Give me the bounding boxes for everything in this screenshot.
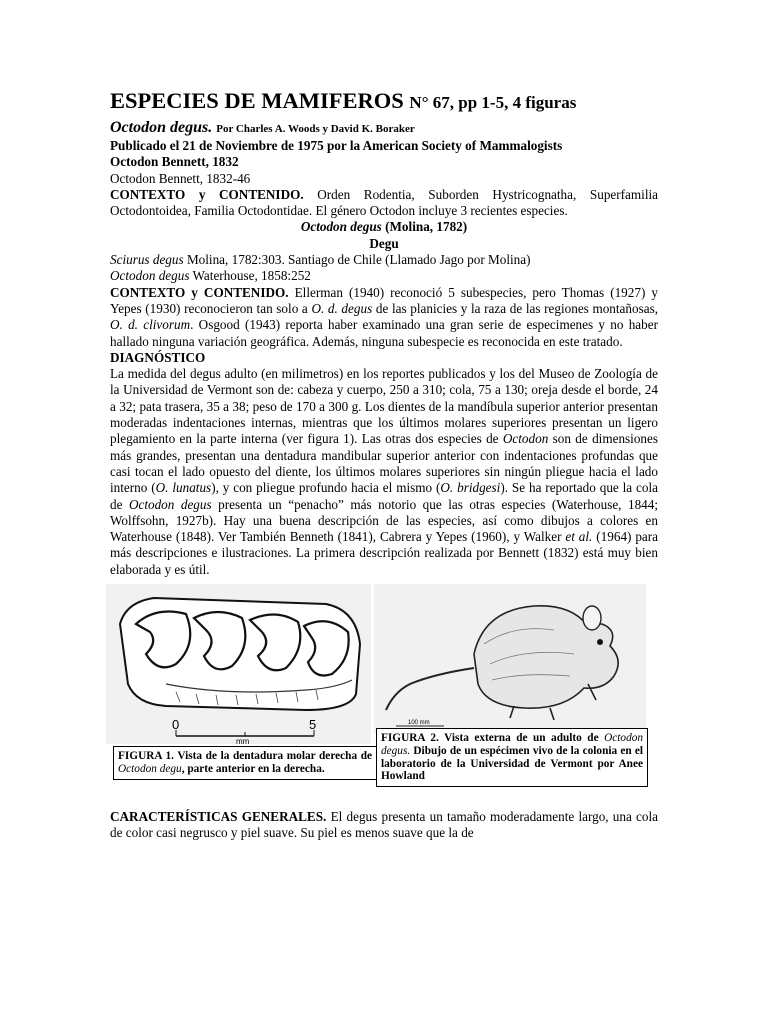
- caption-text: FIGURA 2. Vista externa de un adulto de: [381, 732, 599, 745]
- paragraph-text: presenta un “penacho” más notorio que las otras especies (Waterhouse, 1844; Wolffsohn, 1927b). Hay una buena descripción de las especies, así como dibujos a colores en Waterhouse (1848). Ver También Benneth (1841), Cabrera y Yepes (1960), y Walker: [110, 496, 659, 545]
- caracteristicas-paragraph: [110, 809, 658, 842]
- paragraph-text: El degus presenta un tamaño moderadamente largo, una cola de color casi negrusco y piel suave. Su piel es menos suave que la de: [110, 809, 659, 841]
- scale-unit: mm: [236, 737, 250, 745]
- synonym-2: [110, 268, 658, 284]
- degu-drawing: [374, 584, 646, 734]
- caption-italic: Octodon degu: [118, 762, 182, 775]
- species-author-line: [110, 119, 658, 138]
- section-label: CONTEXTO y CONTENIDO.: [110, 284, 289, 300]
- title-issue: N° 67, pp 1-5, 4 figuras: [409, 93, 577, 112]
- document-page: [110, 88, 658, 842]
- paragraph-text: (1964) para más descripciones e ilustraciones. La primera descripción realizada por Bennett (1832) está muy bien elaborada y es útil.: [110, 529, 659, 577]
- genus-heading: Octodon Bennett, 1832: [110, 154, 239, 170]
- synonym-name: Sciurus degus: [110, 252, 184, 268]
- paragraph-text: La medida del degus adulto (en milimetros) en los reportes publicados y los del Museo de Zoología de la Universidad de Vermont son de: cabeza y cuerpo, 250 a 310; cola, 75 a 130; oreja desde el borde, 24 a 32; pata trasera, 35 a 38; peso de 170 a 300 g. Los dientes de la mandíbula superior anterior presentan moderadas indentaciones internas, mientras que los últimos molares superiores presentan un ligero plegamiento en la parte interna (ver figura 1). Las otras dos especies de: [110, 366, 658, 447]
- genus-line: Octodon Bennett, 1832-46: [110, 170, 251, 186]
- figure-1-caption: [113, 746, 377, 780]
- synonym-name: Octodon degus: [110, 268, 190, 284]
- figure-2-caption: [376, 728, 648, 787]
- diagnostico-heading: DIAGNÓSTICO: [110, 349, 206, 365]
- synonym-text: Molina, 1782:303. Santiago de Chile (Llamado Jago por Molina): [186, 252, 531, 268]
- contexto-paragraph-2: [110, 285, 658, 350]
- species-heading-name: Octodon degus: [300, 219, 382, 235]
- caption-italic: Octodon degus.: [381, 732, 644, 757]
- molar-drawing: [106, 584, 371, 744]
- publication-line: Publicado el 21 de Noviembre de 1975 por la American Society of Mammalogists: [110, 138, 563, 153]
- synonym-text: Waterhouse, 1858:252: [192, 268, 311, 284]
- authors: Por Charles A. Woods y David K. Boraker: [216, 123, 415, 135]
- figure-2-image: [374, 584, 646, 734]
- section-label: CONTEXTO y CONTENIDO.: [110, 186, 304, 202]
- scale-label-0: 0: [172, 717, 180, 733]
- italic-term: Octodon: [502, 431, 549, 447]
- italic-term: et al.: [565, 529, 593, 545]
- italic-term: O. bridgesi: [440, 480, 501, 496]
- paragraph-text: Ellerman (1940) reconoció 5 subespecies, pero Thomas (1927) y Yepes (1930) reconocieron tan solo a: [110, 284, 658, 316]
- caption-text: , parte anterior en la derecha.: [181, 762, 325, 775]
- common-name: Degu: [369, 235, 399, 251]
- species-name: Octodon degus.: [110, 119, 213, 136]
- scale-label-5: 5: [309, 717, 317, 733]
- species-heading: [110, 219, 658, 235]
- caption-text: FIGURA 1. Vista de la dentadura molar derecha de: [118, 750, 372, 763]
- species-heading-author: (Molina, 1782): [385, 219, 468, 235]
- figure-1-image: [106, 584, 371, 744]
- title-main: ESPECIES DE MAMIFEROS: [110, 88, 404, 113]
- figures-block: [110, 584, 658, 806]
- contexto-paragraph-1: [110, 187, 658, 220]
- synonym-1: [110, 252, 658, 268]
- paragraph-text: . Osgood (1943) reporta haber examinado una gran serie de especimenes y no haber hallado ninguna variación geográfica. Además, ninguna subespecie es reconocida en este tratado.: [110, 317, 658, 349]
- paragraph-text: Orden Rodentia, Suborden Hystricognatha, Superfamilia Octodontoidea, Familia Octodontidae. El género Octodon incluye 3 recientes especies.: [110, 186, 659, 219]
- caption-text: Dibujo de un espécimen vivo de la colonia en el laboratorio de la Universidad de Vermont por Anee Howland: [381, 744, 643, 783]
- paragraph-text: ). Se ha reportado que la cola de: [110, 480, 659, 512]
- scale-label-100mm: 100 mm: [408, 720, 430, 727]
- section-label: CARACTERÍSTICAS GENERALES.: [110, 809, 327, 825]
- paragraph-text: ), y con pliegue profundo hacia el mismo (: [211, 480, 441, 496]
- paragraph-text: son de dimensiones más grandes, presentan una dentadura mandibular superior anterior con indentaciones profundas que casi tocan el lado opuesto del diente, los últimos molares superiores sin ningún pliegue hacia el lado interno (: [110, 431, 659, 496]
- diagnostico-paragraph: [110, 366, 658, 578]
- italic-term: O. d. clivorum: [110, 317, 191, 333]
- paragraph-text: de las planicies y la raza de las regiones montañosas,: [375, 300, 659, 316]
- document-title: [110, 88, 658, 116]
- italic-term: O. lunatus: [155, 480, 212, 496]
- italic-term: O. d. degus: [311, 300, 373, 316]
- italic-term: Octodon degus: [128, 496, 212, 512]
